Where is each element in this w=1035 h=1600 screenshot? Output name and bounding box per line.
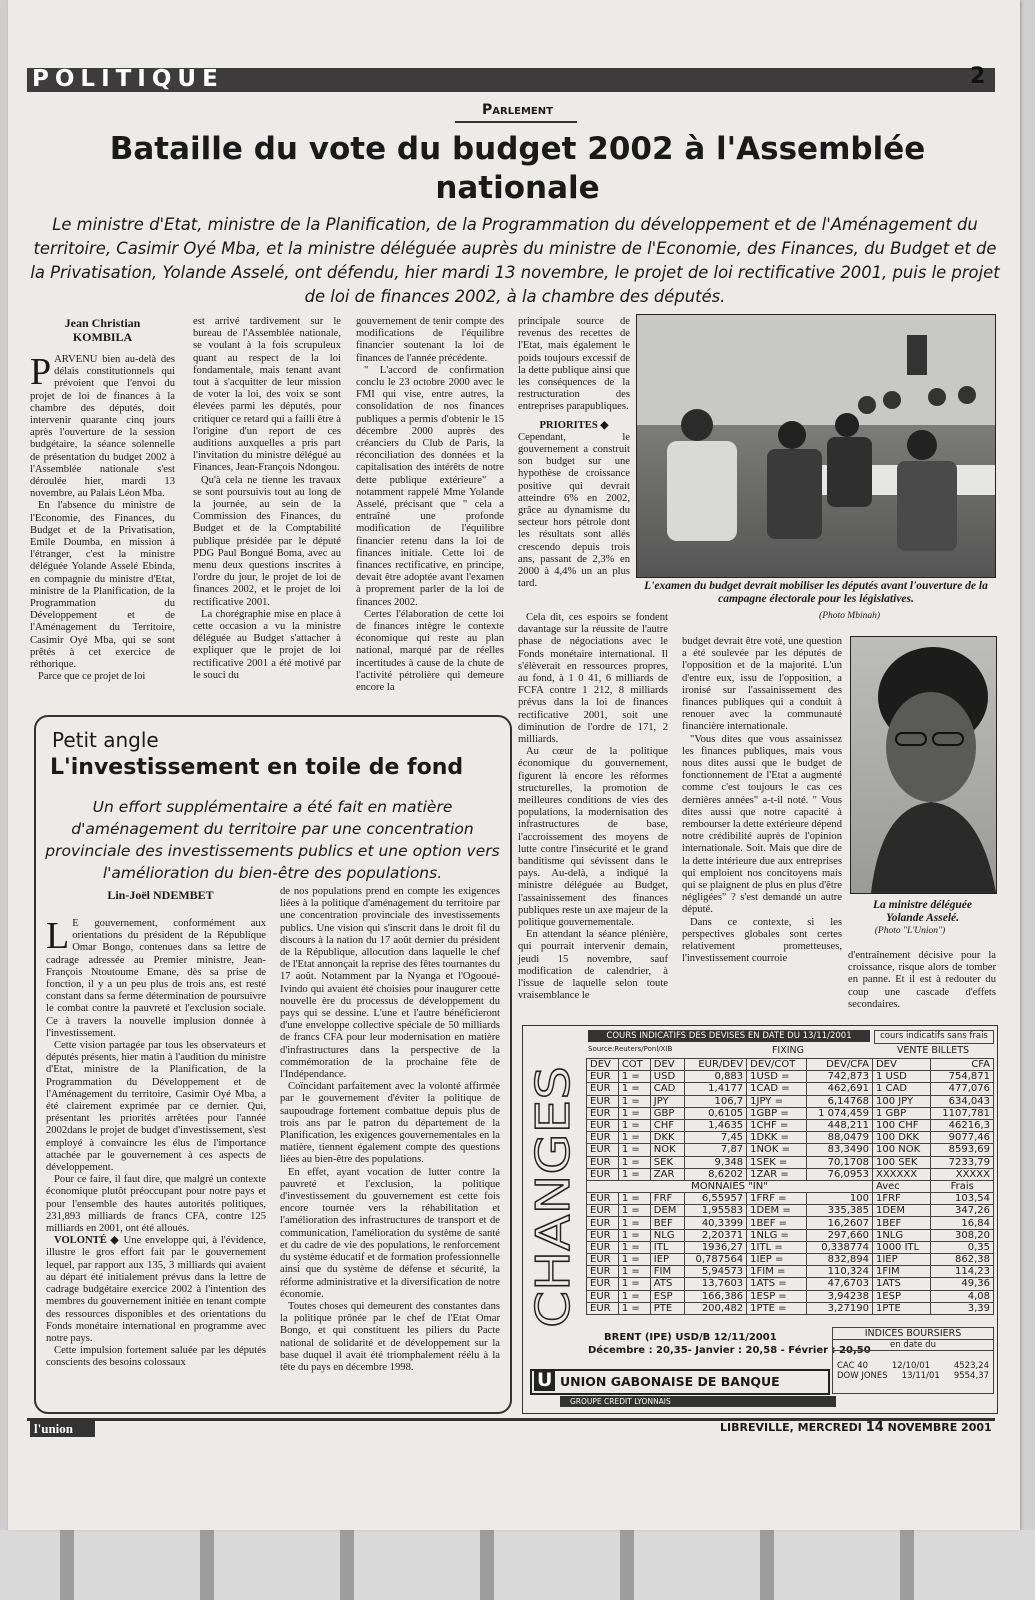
table-cell: 1FIM — [872, 1266, 930, 1278]
table-cell: 1107,781 — [931, 1107, 994, 1119]
dropcap: L — [46, 915, 70, 957]
table-cell: FRF — [650, 1193, 684, 1205]
brent-prices: Décembre : 20,35- Janvier : 20,58 - Février : 20,50 — [588, 1345, 871, 1356]
table-cell: EUR — [587, 1156, 619, 1168]
table-cell: 9,348 — [684, 1156, 747, 1168]
subhead-priorites: PRIORITES ◆ — [539, 419, 609, 431]
bank-name: UNION GABONAISE DE BANQUE — [560, 1374, 780, 1389]
paragraph: gouvernement de tenir compte des modifications de l'équilibre financier soutenant la loi de finances de l'année précédente. — [356, 316, 504, 364]
paragraph: " L'accord de confirmation conclu le 23 octobre 2000 avec le FMI qui vise, entre autres, la consolidation de nos finances publiques a permis d'obtenir le 15 décembre 2000 auprès des créanciers du Club de Paris, la réconciliation des données et la capitalisation des intérêts de notre dette publique extérieure" a notamment rappelé Mme Yolande Asselé, précisant que " cela a entraîné une profonde modification de l'équilibre financier retenu dans la loi de finances initiale. Cette loi de finances rectificative, en principe, devait être adoptée avant l'examen à proprement parler de la loi de finances 2002. — [356, 364, 504, 608]
table-cell: ESP — [650, 1290, 684, 1302]
table-cell: NOK — [650, 1144, 684, 1156]
rubric: Parlement — [482, 102, 553, 118]
brent-label: BRENT (IPE) USD/B 12/11/2001 — [604, 1332, 777, 1343]
table-cell: EUR — [587, 1302, 619, 1314]
paragraph: En attendant la séance plénière, qui pourrait intervenir demain, jeudi 15 novembre, sauf modification de calendrier, à l'issue de laquelle selon toute vraisemblance le — [518, 929, 668, 1002]
page-number: 2 — [970, 64, 986, 89]
indices-subtitle: en date du — [833, 1340, 993, 1351]
table-cell: 166,386 — [684, 1290, 747, 1302]
paragraph: Au cœur de la politique économique du gouvernement, figurent là encore les réformes structurelles, la promotion de meilleures conditions de vies des populations, la modernisation des infrastructures de base, l'accroissement des moyens de lutte contre l'insécurité et le grand banditisme qui sévissent dans le pays. Au-delà, a indiqué la ministre déléguée au Budget, l'assainissement des finances publiques reste un axe majeur de la politique gouvernementale. — [518, 746, 668, 929]
table-cell: 1PTE — [872, 1302, 930, 1314]
table-cell: 46216,3 — [931, 1119, 994, 1131]
photo-deputies — [636, 314, 996, 578]
table-cell: JPY — [650, 1095, 684, 1107]
article-column-3 — [356, 316, 504, 694]
table-cell: 308,20 — [931, 1229, 994, 1241]
table-cell: EUR — [587, 1266, 619, 1278]
table-cell: 1DEM = — [747, 1205, 807, 1217]
table-cell: SEK — [650, 1156, 684, 1168]
petit-angle-author: Lin-Joël NDEMBET — [107, 888, 214, 902]
table-cell: 6,55957 — [684, 1193, 747, 1205]
table-cell: 7233,79 — [931, 1156, 994, 1168]
subhead-volonte: VOLONTÉ ◆ — [54, 1235, 120, 1247]
table-cell: EUR — [587, 1193, 619, 1205]
stock-indices-box — [832, 1327, 994, 1394]
paragraph: principale source de revenus des recettes de l'Etat, mais également le poids toujours excessif de la dette publique ainsi que les conséquences de la restructuration des entreprises parapubliques. — [518, 316, 630, 413]
dateline-suffix: NOVEMBRE 2001 — [887, 1421, 992, 1434]
table-cell: 634,043 — [931, 1095, 994, 1107]
table-cell: 742,873 — [806, 1071, 872, 1083]
table-cell: EUR — [587, 1083, 619, 1095]
table-cell: 200,482 — [684, 1302, 747, 1314]
table-cell: 1 = — [618, 1071, 650, 1083]
rates-title: COURS INDICATIFS DES DEVISES EN DATE DU 13/11/2001 — [588, 1030, 870, 1042]
table-row — [587, 1302, 994, 1314]
table-cell: 100 SEK — [872, 1156, 930, 1168]
paragraph: Cependant, le gouvernement a construit son budget sur une hypothèse de croissance positive qui devrait atteindre 6% en 2002, grâce au dynamisme du secteur hors pétrole dont les résultats sont allés crescendo depuis trois ans, passant de 2,3% en 2000 à 4,4% un an plus tard. — [518, 431, 630, 590]
article-column-4-top — [518, 316, 630, 590]
photo-minister — [850, 636, 997, 894]
photo-minister-caption-2: Yolande Asselé. — [885, 912, 960, 924]
table-row — [587, 1059, 994, 1071]
petit-angle-title: L'investissement en toile de fond — [50, 755, 464, 780]
table-row — [587, 1217, 994, 1229]
table-cell: 1PTE = — [747, 1302, 807, 1314]
table-cell: EUR — [587, 1241, 619, 1253]
table-cell: DEV — [587, 1059, 619, 1071]
table-cell: 7,87 — [684, 1144, 747, 1156]
table-cell: 1 = — [618, 1144, 650, 1156]
table-cell: 1000 ITL — [872, 1241, 930, 1253]
table-cell: 1NLG — [872, 1229, 930, 1241]
table-cell: 1 = — [618, 1290, 650, 1302]
table-cell: 103,54 — [931, 1193, 994, 1205]
table-cell: 100 CHF — [872, 1119, 930, 1131]
table-cell: 1 CAD — [872, 1083, 930, 1095]
table-cell: FIM — [650, 1266, 684, 1278]
petit-angle-standfirst: Un effort supplémentaire a été fait en matière d'aménagement du territoire par une concentration provinciale des investissements publics et une option vers l'amélioration du bien-être des populations. — [45, 798, 500, 882]
table-cell: 7,45 — [684, 1132, 747, 1144]
fixing-label: FIXING — [771, 1045, 805, 1056]
table-cell: EUR — [587, 1168, 619, 1180]
table-row — [587, 1278, 994, 1290]
table-cell: 462,691 — [806, 1083, 872, 1095]
table-cell: EUR — [587, 1229, 619, 1241]
table-row — [587, 1229, 994, 1241]
table-cell: 0,338774 — [806, 1241, 872, 1253]
table-cell: 1NLG = — [747, 1229, 807, 1241]
paragraph: ARVENU bien au-delà des délais constitutionnels qui prévoient que l'envoi du projet de loi de finances à la chambre des députés, doit intervenir quarante cinq jours après l'ouverture de la session budgétaire, la séance solennelle de présentation du budget 2002 à l'Assemblée nationale s'est déroulée hier, mardi 13 novembre, au Palais Léon Mba. — [30, 354, 175, 500]
table-cell: 1GBP = — [747, 1107, 807, 1119]
paragraph: "Vous dites que vous assainissez les finances publiques, mais vous nous dites aussi que le budget de fonctionnement de l'Etat a augmenté comme c'est toujours le cas ces dernières années" a-t-il noté. " Vous dites aussi que notre capacité à rembourser la dette extérieure dépend notre crédibilité auprès de l'opinion internationale. Soit. Mais que dire de la dette intérieure due aux entreprises qui emploient nos concitoyens mais qui se plaignent de plus en plus d'être négligées" ? s'est demandé un autre député. — [682, 733, 843, 916]
table-cell: 297,660 — [806, 1229, 872, 1241]
table-row — [587, 1119, 994, 1131]
table-cell: 0,6105 — [684, 1107, 747, 1119]
table-cell: 1ESP = — [747, 1290, 807, 1302]
table-cell: 76,0953 — [806, 1168, 872, 1180]
table-cell: 1 = — [618, 1302, 650, 1314]
table-cell: 1 = — [618, 1278, 650, 1290]
paragraph: est arrivé tardivement sur le bureau de l'Assemblée nationale, se voulant à la fois scrupuleux quant au respect de la loi fondamentale, mais tenant avant tout à s'acquitter de leur mission de voter la loi, des voix se sont élevées parmi les députés, pour critiquer ce retard qui a failli être à l'origine d'un report de ces auditions auxquelles a pris part l'invitation du ministre délégué au Finances, Jean-François Ndongou. — [193, 316, 341, 474]
changes-title-text: CHANGES — [526, 1101, 580, 1328]
table-cell: 1,4177 — [684, 1083, 747, 1095]
table-row — [587, 1071, 994, 1083]
headline: Bataille du vote du budget 2002 à l'Assemblée nationale — [109, 131, 926, 206]
table-cell: 70,1708 — [806, 1156, 872, 1168]
exchange-rates-table — [586, 1058, 994, 1315]
table-cell: 1 = — [618, 1132, 650, 1144]
article-column-5 — [682, 636, 843, 965]
table-cell: 1ITL = — [747, 1241, 807, 1253]
table-cell: 1JPY = — [747, 1095, 807, 1107]
table-cell: 1BEF = — [747, 1217, 807, 1229]
paragraph: Toutes choses qui demeurent des constantes dans la politique prônée par le chef de l'Etat Omar Bongo, et qui constituent les piliers du Pacte national de solidarité et de développement sur la base duquel il avait été triomphalement réélu à la tête du pays en décembre 1998. — [280, 1300, 500, 1373]
table-row — [587, 1168, 994, 1180]
table-cell: 1CAD = — [747, 1083, 807, 1095]
table-row — [587, 1144, 994, 1156]
table-cell: EUR — [587, 1095, 619, 1107]
table-cell: 448,211 — [806, 1119, 872, 1131]
table-cell: 3,94238 — [806, 1290, 872, 1302]
table-row — [587, 1107, 994, 1119]
table-cell: 1 = — [618, 1229, 650, 1241]
table-cell: USD — [650, 1071, 684, 1083]
table-cell: DKK — [650, 1132, 684, 1144]
table-cell: 8,6202 — [684, 1168, 747, 1180]
index-date: 12/10/01 — [891, 1361, 931, 1371]
table-row — [587, 1095, 994, 1107]
table-row — [587, 1132, 994, 1144]
table-cell: ATS — [650, 1278, 684, 1290]
table-row — [587, 1266, 994, 1278]
vente-label: VENTE BILLETS — [896, 1045, 970, 1056]
table-cell: 1BEF — [872, 1217, 930, 1229]
table-cell: 1 = — [618, 1217, 650, 1229]
table-cell: 3,39 — [931, 1302, 994, 1314]
table-cell: 8593,69 — [931, 1144, 994, 1156]
index-row — [833, 1361, 993, 1371]
dateline-prefix: LIBREVILLE, MERCREDI — [720, 1421, 862, 1434]
table-cell: NLG — [650, 1229, 684, 1241]
table-cell: COT — [618, 1059, 650, 1071]
table-cell: 9077,46 — [931, 1132, 994, 1144]
table-cell: 1FIM = — [747, 1266, 807, 1278]
article-column-6 — [848, 950, 996, 1011]
photo-deputies-credit: (Photo Mbinah) — [819, 611, 880, 621]
section-title: POLITIQUE — [32, 66, 224, 92]
table-cell: 862,38 — [931, 1254, 994, 1266]
paragraph: Une enveloppe qui, à l'évidence, illustre le gros effort fait par le gouvernement lequel, par rapport aux 135, 3 milliards qui avaient au départ été initialement prévus dans la lettre de cadrage budgétaire exercice 2002 à l'intention des membres du gouvernement initiée en tenant compte des ressources disponibles et des orientations du Fonds monétaire international en programme avec notre pays. — [46, 1235, 267, 1344]
table-cell: 100 NOK — [872, 1144, 930, 1156]
table-cell: 1IEP = — [747, 1254, 807, 1266]
photo-deputies-caption: L'examen du budget devrait mobiliser les députés avant l'ouverture de la campagne électorale pour les législatives. — [644, 580, 988, 605]
table-cell: 1FRF — [872, 1193, 930, 1205]
table-cell: DEM — [650, 1205, 684, 1217]
rates-side-title: cours indicatifs sans frais — [874, 1030, 994, 1044]
photo-minister-caption-1: La ministre déléguée — [872, 899, 972, 911]
table-cell: 47,6703 — [806, 1278, 872, 1290]
table-cell: 1 = — [618, 1107, 650, 1119]
paragraph: d'entraînement décisive pour la croissance, risque alors de tomber en panne. Et il est à redouter du coup une cascade d'effets secondaires. — [848, 950, 996, 1010]
table-cell: 1 USD — [872, 1071, 930, 1083]
exchange-rates-body — [587, 1059, 994, 1315]
table-cell: CAD — [650, 1083, 684, 1095]
paragraph: E gouvernement, conformément aux orientations du président de la République Omar Bongo, contenues dans sa lettre de cadrage adressée au Premier ministre, Jean-François Ntoutoume Emane, dès sa prise de fonction, il y a un peu plus de trois ans, est resté constant dans sa ferme détermination de poursuivre le combat contre la pauvreté et l'exclusion sociale. Ce à travers la nouvelle implusion donnée à l'investissement. — [46, 918, 266, 1039]
table-cell: 1ZAR = — [747, 1168, 807, 1180]
index-value: 4523,24 — [953, 1361, 989, 1371]
table-row — [587, 1193, 994, 1205]
table-cell: 1ESP — [872, 1290, 930, 1302]
table-row — [587, 1241, 994, 1253]
article-column-1 — [30, 316, 175, 683]
paragraph: Certes l'élaboration de cette loi de finances intègre le contexte économique qui reste au plan national, marqué par de réelles incertitudes à cause de la chute de l'activité pétrolière qui demeure encore la — [356, 608, 504, 694]
table-cell: 1,4635 — [684, 1119, 747, 1131]
author-surname: KOMBILA — [72, 330, 133, 344]
table-cell: EUR — [587, 1278, 619, 1290]
index-name: CAC 40 — [837, 1361, 869, 1371]
paragraph: Pour ce faire, il faut dire, que malgré un contexte économique plutôt préoccupant pour notre pays et pour l'ensemble des hautes autorités politiques, 231,893 milliards de francs CFA, contre 125 milliards en 2001, ont été alloués. — [46, 1174, 266, 1235]
photo-deputies-illustration — [637, 315, 995, 577]
table-cell: 40,3399 — [684, 1217, 747, 1229]
table-cell: 1 GBP — [872, 1107, 930, 1119]
table-cell: 1 = — [618, 1254, 650, 1266]
index-date: 13/11/01 — [901, 1371, 940, 1381]
dropcap: P — [30, 351, 52, 393]
table-cell: 1 = — [618, 1168, 650, 1180]
monnaies-label: MONNAIES "IN" — [587, 1180, 873, 1192]
bank-logo — [530, 1369, 830, 1395]
table-cell: 477,076 — [931, 1083, 994, 1095]
table-cell: 1 = — [618, 1205, 650, 1217]
table-cell: 1IEP — [872, 1254, 930, 1266]
table-row — [587, 1290, 994, 1302]
author-name: Jean Christian — [64, 316, 141, 330]
changes-vertical-title — [526, 1060, 580, 1330]
petit-angle-label: Petit angle — [48, 728, 163, 752]
table-cell: 0,35 — [931, 1241, 994, 1253]
table-cell: EUR — [587, 1071, 619, 1083]
table-cell: 1FRF = — [747, 1193, 807, 1205]
table-cell: ZAR — [650, 1168, 684, 1180]
table-cell: EUR — [587, 1290, 619, 1302]
table-row-section — [587, 1180, 994, 1192]
table-cell: 1DKK = — [747, 1132, 807, 1144]
table-cell: EUR/DEV — [684, 1059, 747, 1071]
paragraph: Cette impulsion fortement saluée par les députés conscients des besoins colossaux — [46, 1345, 266, 1369]
table-cell: GBP — [650, 1107, 684, 1119]
table-cell: CFA — [931, 1059, 994, 1071]
index-row — [833, 1371, 993, 1381]
table-cell: EUR — [587, 1144, 619, 1156]
paragraph: Cela dit, ces espoirs se fondent davantage sur la réussite de l'autre phase de négociations avec le Fonds monétaire international. Il s'élèverait en ressources propres, au fond, à 1 0 41, 6 milliards de FCFA contre 1 212, 8 milliards prévus dans la loi de finances rectificative 2001, soit une diminution de l'ordre de 171, 2 milliards. — [518, 612, 668, 746]
table-cell: 4,08 — [931, 1290, 994, 1302]
table-cell: 1DEM — [872, 1205, 930, 1217]
table-cell: 13,7603 — [684, 1278, 747, 1290]
table-cell: 106,7 — [684, 1095, 747, 1107]
table-cell: 1 = — [618, 1193, 650, 1205]
table-cell: DEV/COT — [747, 1059, 807, 1071]
table-cell: 6,14768 — [806, 1095, 872, 1107]
footer-paper-name: l'union — [30, 1421, 95, 1437]
table-cell: 100 DKK — [872, 1132, 930, 1144]
table-cell: 1USD = — [747, 1071, 807, 1083]
indices-title: INDICES BOURSIERS — [833, 1328, 993, 1340]
table-cell: 754,871 — [931, 1071, 994, 1083]
photo-minister-illustration — [851, 637, 996, 893]
table-cell: 1ATS — [872, 1278, 930, 1290]
table-cell: 1,95583 — [684, 1205, 747, 1217]
paragraph: En l'absence du ministre de l'Economie, des Finances, du Budget et de la Privatisation, Emile Doumba, en mission à l'étranger, c'est la ministre déléguée Yolande Asselé Ebinda, en compagnie du ministre d'Etat, ministre de la Planification, de la Programmation du Développement et de l'Aménagement du Territoire, Casimir Oyé Mba, qui se sont prêtés à cet exercice de réthorique. — [30, 500, 175, 671]
table-cell: 1 074,459 — [806, 1107, 872, 1119]
table-cell: 2,20371 — [684, 1229, 747, 1241]
paragraph: Cette vision partagée par tous les observateurs et députés présents, hier matin à l'audition du ministre d'Etat, ministre de la Planification, de la Programmation du Développement et de l'Aménagement du territoire, Casimir Oyé Mba, a été clairement exprimée par ce dernier. Qui, présentant les priorités arrêtées pour l'année 2002dans le projet de budget d'investissement, s'est employé à convaincre les élus de l'importance attachée par le gouvernement à ces aspects de développement. — [46, 1040, 266, 1174]
table-cell: DEV — [650, 1059, 684, 1071]
table-cell: EUR — [587, 1132, 619, 1144]
table-cell: 1 = — [618, 1266, 650, 1278]
table-cell: 100 JPY — [872, 1095, 930, 1107]
paragraph: Parce que ce projet de loi — [38, 671, 146, 683]
table-cell: 100 — [806, 1193, 872, 1205]
table-cell: 88,0479 — [806, 1132, 872, 1144]
table-cell: 1936,27 — [684, 1241, 747, 1253]
article-standfirst: Le ministre d'Etat, ministre de la Planification, de la Programmation du développement et de l'Aménagement du territoire, Casimir Oyé Mba, et la ministre déléguée auprès du ministre de l'Economie, des Finances, du Budget et de la Privatisation, Yolande Asselé, ont défendu, hier mardi 13 novembre, le projet de loi rectificative 2001, puis le projet de loi de finances 2002, à la chambre des députés. — [30, 215, 1000, 306]
petit-angle-column-1 — [46, 915, 267, 1403]
paragraph: Qu'à cela ne tienne les travaux se sont poursuivis tout au long de la journée, au sein de la Commission des Finances, du Budget et de la Comptabilité publique présidée par le député PDG Paul Bongué Boma, avec au menu deux questions inscrites à l'ordre du jour, le projet de loi de finances 2002, et le projet de loi rectificative 2001. — [193, 474, 341, 608]
table-cell: 1NOK = — [747, 1144, 807, 1156]
table-cell: 832,894 — [806, 1254, 872, 1266]
table-cell: 1 = — [618, 1241, 650, 1253]
table-cell: 1CHF = — [747, 1119, 807, 1131]
article-column-2 — [193, 316, 341, 682]
table-cell: XXXXXX — [872, 1168, 930, 1180]
table-cell: EUR — [587, 1107, 619, 1119]
dateline-day: 14 — [865, 1420, 884, 1435]
table-cell: 0,883 — [684, 1071, 747, 1083]
table-cell: IEP — [650, 1254, 684, 1266]
paragraph: En effet, ayant vocation de lutter contre la pauvreté et l'exclusion, la politique d'investissement du gouvernement est cette fois encore tournée vers la réhabilitation et l'amélioration des infrastructures de transport et de communication, l'amélioration du système de santé et du cadre de vie des populations, le renforcement du système éducatif et de formation professionnelle ainsi que du système de défense et sécurité, la réforme administrative et la diversification de notre économie. — [280, 1166, 500, 1300]
table-cell: 83,3490 — [806, 1144, 872, 1156]
petit-angle-column-2 — [280, 886, 500, 1404]
table-cell: 16,2607 — [806, 1217, 872, 1229]
indices-list — [833, 1361, 993, 1381]
paragraph: La chorégraphie mise en place à cette occasion a vu la ministre déléguée au Budget s'attacher à expliquer que le projet de loi rectificative 2001 a été motivé par le souci du — [193, 608, 341, 681]
table-cell: 16,84 — [931, 1217, 994, 1229]
paragraph: Dans ce contexte, si les perspectives globales sont certes relativement prometteuses, l'investissement courroie — [682, 916, 842, 965]
table-cell: 1 = — [618, 1083, 650, 1095]
table-row — [587, 1254, 994, 1266]
footer-dateline — [720, 1420, 992, 1435]
table-cell: 5,94573 — [684, 1266, 747, 1278]
table-row — [587, 1156, 994, 1168]
table-cell: EUR — [587, 1254, 619, 1266]
index-value: 9554,37 — [953, 1371, 989, 1381]
rates-source: Source:Reuters/Ponl/XIB — [588, 1045, 673, 1053]
table-cell: 347,26 — [931, 1205, 994, 1217]
table-cell: EUR — [587, 1205, 619, 1217]
table-cell: EUR — [587, 1217, 619, 1229]
frais-label: Frais — [931, 1180, 994, 1192]
background-floor — [0, 1530, 1035, 1600]
table-cell: BEF — [650, 1217, 684, 1229]
bank-group: GROUPE CREDIT LYONNAIS — [560, 1396, 836, 1407]
table-cell: ITL — [650, 1241, 684, 1253]
paragraph: Coïncidant parfaitement avec la volonté affirmée par le gouvernement d'éviter la politique de saupoudrage fortement combattue depuis plus de trois ans par le patron du département de la Planification, les exigences gouvernementales en la matière, tiennent également compte des questions liées au bien-être des populations. — [280, 1081, 500, 1166]
table-cell: 1 = — [618, 1095, 650, 1107]
table-row — [587, 1205, 994, 1217]
rubric-underline — [455, 121, 577, 123]
photo-minister-credit: (Photo "L'Union") — [874, 926, 946, 936]
bank-logo-letter: U — [534, 1369, 555, 1391]
avec-label: Avec — [872, 1180, 930, 1192]
table-cell: PTE — [650, 1302, 684, 1314]
paragraph: budget devrait être voté, une question a été soulevée par les députés de l'opposition et de la majorité. L'un d'entre eux, issu de l'opposition, a ironisé sur l'assainissement des finances publiques qui a conduit à renouer avec la communauté financière internationale. — [682, 636, 842, 733]
table-cell: 1SEK = — [747, 1156, 807, 1168]
index-name: DOW JONES — [837, 1371, 888, 1381]
table-cell: 114,23 — [931, 1266, 994, 1278]
table-cell: 1ATS = — [747, 1278, 807, 1290]
table-cell: 0,787564 — [684, 1254, 747, 1266]
table-row — [587, 1083, 994, 1095]
table-cell: 49,36 — [931, 1278, 994, 1290]
table-cell: DEV/CFA — [806, 1059, 872, 1071]
table-cell: EUR — [587, 1119, 619, 1131]
paragraph: de nos populations prend en compte les exigences liées à la politique d'aménagement du territoire par une concentration provinciale des investissements publics. Une vision qui s'inscrit dans le droit fil du discours à la nation du 17 août dernier du président de la République, allocution dans laquelle le chef de l'Etat annonçait la reprise des fêtes tournantes du 17 août. Notamment par la Nyanga et l'Ogooué-Ivindo qui avaient été choisies pour inaugurer cette nouvelle ère du processus de développement du pays qui se dessine. L'une et l'autre bénéficieront d'une enveloppe collective spéciale de 50 milliards de francs CFA pour leur modernisation en matière d'infrastructures dans la perspective de la commémoration de la prochaine fête de l'Indépendance. — [280, 886, 500, 1081]
table-cell: XXXXX — [931, 1168, 994, 1180]
table-cell: 1 = — [618, 1156, 650, 1168]
table-cell: 1 = — [618, 1119, 650, 1131]
table-cell: CHF — [650, 1119, 684, 1131]
article-column-4-bottom — [518, 612, 668, 1002]
table-cell: 3,27190 — [806, 1302, 872, 1314]
table-cell: 110,324 — [806, 1266, 872, 1278]
table-cell: DEV — [872, 1059, 930, 1071]
table-cell: 335,385 — [806, 1205, 872, 1217]
